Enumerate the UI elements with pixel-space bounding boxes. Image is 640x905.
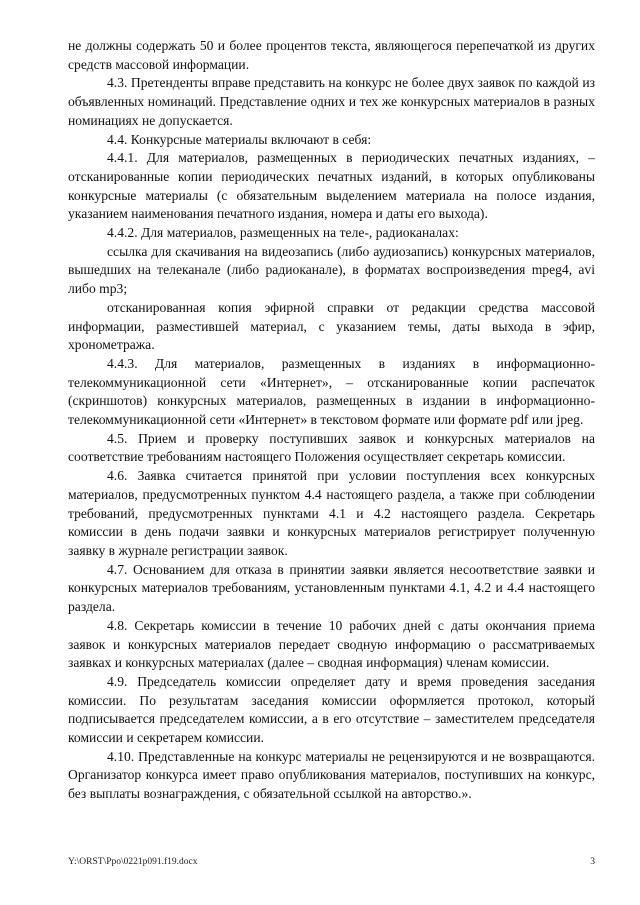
paragraph: не должны содержать 50 и более процентов текста, являющегося перепечаткой из других средств массовой информации. (68, 38, 595, 72)
paragraph: 4.4.2. Для материалов, размещенных на теле-, радиоканалах: (107, 225, 459, 241)
page-footer (68, 856, 595, 868)
paragraph: 4.6. Заявка считается принятой при условии поступления всех конкурсных материалов, предусмотренных пунктом 4.4 настоящего раздела, а также при соблюдении требований, предусмотренных пунктами 4.1 и 4.2 настоящего раздела. Секретарь комиссии в день подачи заявки и конкурсных материалов регистрирует полученную заявку в журнале регистрации заявок. (68, 468, 595, 558)
paragraph: 4.3. Претенденты вправе представить на конкурс не более двух заявок по каждой из объявленных номинаций. Представление одних и тех же конкурсных материалов в разных номинациях не допускается. (68, 75, 595, 128)
document-body (68, 37, 595, 804)
document-page (68, 37, 595, 804)
paragraph: 4.5. Прием и проверку поступивших заявок и конкурсных материалов на соответствие требованиям настоящего Положения осуществляет секретарь комиссии. (68, 430, 595, 465)
paragraph: 4.7. Основанием для отказа в принятии заявки является несоответствие заявки и конкурсных материалов требованиям, установленным пунктами 4.1, 4.2 и 4.4 настоящего раздела. (68, 561, 595, 615)
paragraph: отсканированная копия эфирной справки от редакции средства массовой информации, разместившей материал, с указанием темы, даты выхода в эфир, хронометража. (68, 299, 595, 353)
page-number: 3 (590, 857, 595, 867)
footer-file-path: Y:\ORST\Ppo\0221p091.f19.docx (68, 857, 198, 867)
paragraph: 4.4.3. Для материалов, размещенных в изданиях в информационно-телекоммуникационной сети «Интернет», – отсканированные копии распечаток (скриншотов) конкурсных материалов, размещенных в издании в информационно-телекоммуникационной сети «Интернет» в текстовом формате или формате pdf или jpeg. (68, 355, 595, 428)
paragraph: ссылка для скачивания на видеозапись (либо аудиозапись) конкурсных материалов, вышедших на телеканале (либо радиоканале), в форматах воспроизведения mpeg4, avi либо mp3; (68, 243, 595, 297)
paragraph: 4.4.1. Для материалов, размещенных в периодических печатных изданиях, – отсканированные копии периодических печатных изданий, в которых опубликованы конкурсные материалы (с обязательным выделением материала на полосе издания, указанием наименования печатного издания, номера и даты его выхода). (68, 150, 595, 222)
paragraph: 4.9. Председатель комиссии определяет дату и время проведения заседания комиссии. По результатам заседания комиссии оформляется протокол, который подписывается председателем комиссии, а в его отсутствие – заместителем председателя комиссии и секретарем комиссии. (68, 673, 595, 746)
paragraph: 4.8. Секретарь комиссии в течение 10 рабочих дней с даты окончания приема заявок и конкурсных материалов передает сводную информацию о рассматриваемых заявках и конкурсных материалах (далее – сводная информация) членам комиссии. (68, 617, 595, 671)
paragraph: 4.4. Конкурсные материалы включают в себя: (107, 131, 372, 147)
paragraph: 4.10. Представленные на конкурс материалы не рецензируются и не возвращаются. Организатор конкурса имеет право опубликования материалов, поступивших на конкурс, без выплаты вознаграждения, с обязательной ссылкой на авторство.». (68, 748, 595, 802)
